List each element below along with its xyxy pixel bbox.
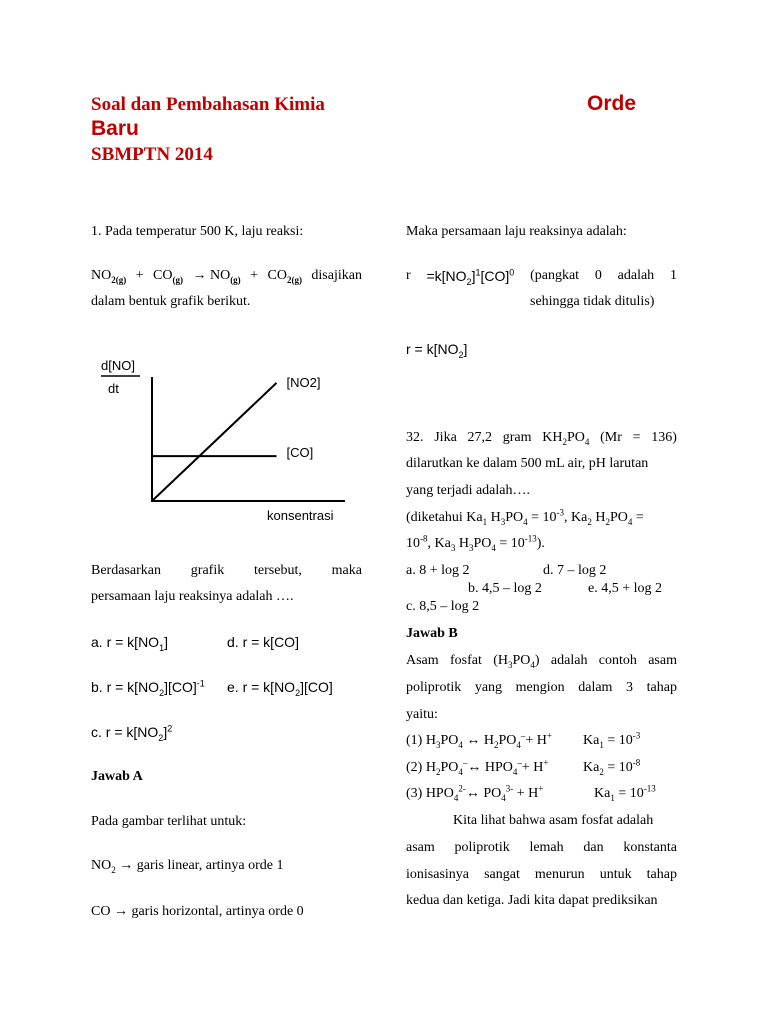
rate-eq-word: (pangkat	[530, 268, 580, 283]
option-e: e. $r = k[NO_2][CO]$	[227, 679, 333, 698]
paragraph-line4: kedua dan ketiga. Jadi kita dapat prediksikan	[406, 893, 658, 908]
rate-eq-word: adalah	[617, 268, 655, 283]
q32-word: (Mr	[600, 430, 622, 445]
expl-word: 3	[626, 680, 634, 695]
answer-a-label: Jawab A	[91, 769, 143, 784]
reaction-plus-1: +	[135, 268, 144, 283]
q32-option-e: e. 4,5 + log 2	[588, 581, 662, 596]
chart-legend-no2: [NO2]	[286, 374, 321, 390]
q32-option-c: c. 8,5 – log 2	[406, 599, 480, 614]
option-b: b. $r = k[NO_2][CO]^{-1}$	[91, 678, 205, 698]
option-d: d. r = k[CO]	[227, 634, 299, 650]
q1-intro: 1. Pada temperatur 500 K, laju reaksi:	[91, 224, 304, 239]
ionization-step-2-ka: $Ka_2 = 10^{-8}$	[583, 757, 641, 777]
chart-xlabel: konsentrasi	[267, 508, 334, 523]
reaction-line	[91, 268, 362, 284]
expl-word: mengion	[515, 680, 565, 695]
explanation-line2	[406, 680, 677, 696]
observation-co: CO → garis horizontal, artinya orde 0	[91, 904, 304, 919]
paragraph-line1: Kita lihat bahwa asam fosfat adalah	[453, 813, 654, 828]
reaction-no: → $NO_{(g)}$	[192, 268, 241, 285]
chart-ylabel-numerator: d[NO]	[101, 358, 135, 373]
option-c: c. $r = k[NO_2]^2$	[91, 723, 173, 743]
rate-eq-word: 0	[594, 268, 602, 283]
reaction-co: $CO_{(g)}$	[153, 268, 183, 285]
paragraph-line2	[406, 840, 677, 856]
doc-title-orde: Orde	[587, 92, 637, 115]
reaction-plus-2: +	[250, 268, 259, 283]
expl-word: asam	[648, 653, 677, 668]
para-word: untuk	[599, 867, 632, 882]
q32-option-a: a. 8 + log 2	[406, 563, 470, 578]
rate-chart	[95, 355, 355, 530]
paragraph-line3	[406, 867, 677, 883]
ionization-step-1: (1) $H_3PO_4$ ↔ $H_2PO_4^-+ H^+$	[406, 730, 552, 750]
q32-option-d: d. 7 – log 2	[543, 563, 607, 578]
q1-followup-word: tersebut,	[254, 563, 302, 578]
chart-legend-co: [CO]	[286, 445, 314, 461]
observation-no2: $NO_2$ → garis linear, artinya orde 1	[91, 858, 284, 875]
q32-option-b: b. 4,5 – log 2	[468, 581, 542, 596]
ionization-step-2: (2) $H_2PO_4^-\leftrightarrow$ $HPO_4^-+ H^+$	[406, 757, 549, 777]
rate-eq-r: r	[406, 268, 411, 283]
para-word: sangat	[484, 867, 520, 882]
reaction-line2: dalam bentuk grafik berikut.	[91, 294, 251, 309]
q1-followup-word: grafik	[190, 563, 225, 578]
q32-word: 136)	[651, 430, 677, 445]
rate-equation	[406, 267, 677, 287]
para-word: menurun	[534, 867, 585, 882]
expl-word: poliprotik	[406, 680, 462, 695]
para-word: lemah	[529, 840, 564, 855]
q32-line1	[406, 430, 677, 446]
q32-line2: dilarutkan ke dalam 500 mL air, pH larutan	[406, 456, 649, 471]
reaction-co2: $CO_{2(g)}$	[267, 268, 302, 285]
rate-eq-expression: $=k[NO_2]^1[CO]^0$	[426, 267, 515, 287]
option-a: a. $r = k[NO_1]$	[91, 634, 168, 653]
expl-word: fosfat	[450, 653, 482, 668]
doc-title-line1: Soal dan Pembahasan Kimia	[91, 94, 325, 115]
observation-intro: Pada gambar terlihat untuk:	[91, 814, 247, 829]
q1-followup-line2: persamaan laju reaksinya adalah ….	[91, 589, 294, 604]
explanation-line1	[406, 653, 677, 669]
expl-formula: $(H_3PO_4)$	[493, 653, 540, 670]
doc-title-sbmptn: SBMPTN 2014	[91, 144, 213, 165]
q32-known-line1: (diketahui $Ka_1$ $H_3PO_4 = 10^{-3}$, $Ka_2$ $H_2PO_4$ =	[406, 507, 644, 527]
q1-followup-line1	[91, 563, 362, 579]
reaction-tail: disajikan	[311, 268, 362, 283]
q32-word: gram	[502, 430, 532, 445]
doc-title-baru: Baru	[91, 117, 139, 140]
para-word: ionisasinya	[406, 867, 469, 882]
rate-eq-line2: sehingga tidak ditulis)	[530, 294, 655, 309]
expl-word: tahap	[646, 680, 677, 695]
rate-simplified: $r = k[NO_2]$	[406, 341, 468, 360]
para-word: konstanta	[623, 840, 677, 855]
para-word: tahap	[646, 867, 677, 882]
explanation-line3: yaitu:	[406, 707, 438, 722]
expl-word: yang	[474, 680, 503, 695]
expl-word: adalah	[550, 653, 588, 668]
q1-followup-word: Berdasarkan	[91, 563, 161, 578]
para-word: poliprotik	[454, 840, 510, 855]
para-word: asam	[406, 840, 435, 855]
ionization-step-3: (3) $HPO_4^{2-}\leftrightarrow$ $PO_4^{3-} + H^+$	[406, 783, 544, 803]
q32-known-line2: $10^{-8}$, $Ka_3$ $H_3PO_4 = 10^{-13}$).	[406, 533, 545, 553]
q32-formula: $KH_2PO_4$	[542, 430, 590, 447]
chart-ylabel-denominator: dt	[108, 381, 119, 396]
ionization-step-1-ka: $Ka_1 = 10^{-3}$	[583, 730, 641, 750]
q32-word: 32.	[406, 430, 424, 445]
reaction-no2: $NO_{2(g)}$	[91, 268, 127, 285]
q32-word: 27,2	[467, 430, 493, 445]
expl-word: contoh	[598, 653, 637, 668]
expl-word: dalam	[578, 680, 613, 695]
q1-followup-word: maka	[331, 563, 362, 578]
ionization-step-3-ka: $Ka_1 = 10^{-13}$	[594, 783, 656, 803]
q32-word: =	[632, 430, 641, 445]
q32-word: Jika	[434, 430, 457, 445]
para-word: dan	[583, 840, 604, 855]
rate-intro: Maka persamaan laju reaksinya adalah:	[406, 224, 627, 239]
chart-series-no2-line	[152, 383, 277, 501]
answer-b-label: Jawab B	[406, 626, 458, 641]
expl-word: Asam	[406, 653, 439, 668]
q32-line3: yang terjadi adalah….	[406, 483, 531, 498]
rate-eq-word: 1	[669, 268, 677, 283]
